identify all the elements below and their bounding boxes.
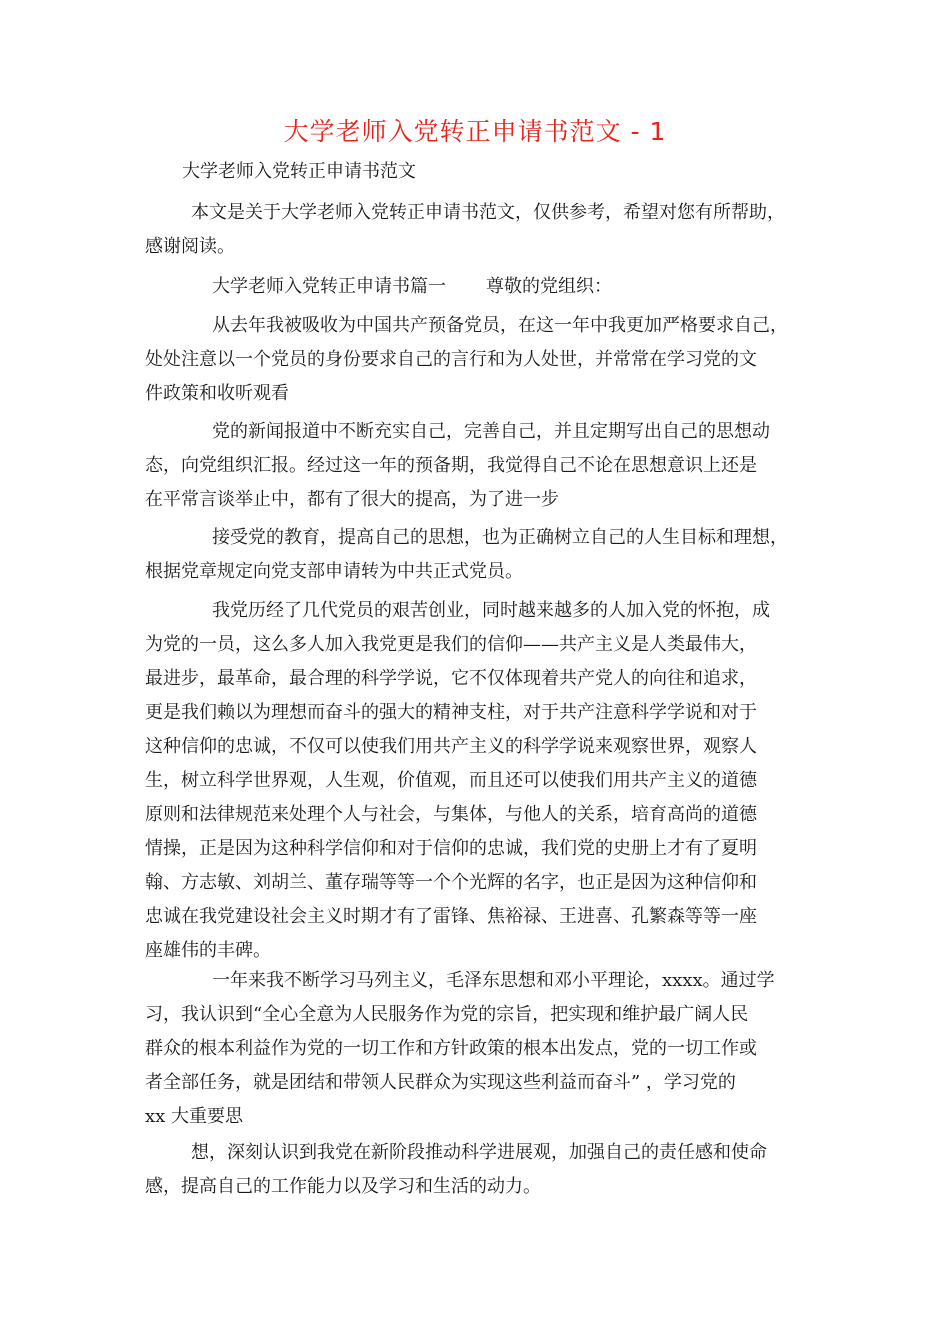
section-heading-row	[212, 270, 882, 304]
paragraph-line: 翰、方志敏、刘胡兰、董存瑞等等一个个光辉的名字，也正是因为这种信仰和	[145, 872, 757, 893]
paragraph-line: 座雄伟的丰碑。	[145, 940, 271, 961]
paragraph-line: xx 大重要思	[145, 1106, 244, 1127]
paragraph-line: 一年来我不断学习马列主义，毛泽东思想和邓小平理论，xxxx。通过学	[212, 970, 775, 991]
paragraph-line: 最进步，最革命，最合理的科学学说，它不仅体现着共产党人的向往和追求，	[145, 668, 757, 689]
subtitle-text: 大学老师入党转正申请书范文	[182, 161, 416, 182]
paragraph-line: 原则和法律规范来处理个人与社会，与集体，与他人的关系，培育高尚的道德	[145, 804, 757, 825]
paragraph-2	[145, 415, 815, 517]
paragraph-line: 从去年我被吸收为中国共产预备党员，在这一年中我更加严格要求自己，	[212, 315, 788, 336]
paragraph-3	[145, 521, 815, 589]
salutation: 尊敬的党组织：	[486, 276, 612, 297]
intro-line-1: 本文是关于大学老师入党转正申请书范文，仅供参考，希望对您有所帮助，	[191, 202, 785, 223]
paragraph-line: 为党的一员，这么多人加入我党更是我们的信仰——共产主义是人类最伟大，	[145, 634, 757, 655]
intro-line-2: 感谢阅读。	[145, 236, 235, 257]
paragraph-line: 态，向党组织汇报。经过这一年的预备期，我觉得自己不论在思想意识上还是	[145, 455, 757, 476]
paragraph-line: 忠诚在我党建设社会主义时期才有了雷锋、焦裕禄、王进喜、孔繁森等等一座	[145, 906, 757, 927]
section-heading: 大学老师入党转正申请书篇一	[212, 276, 446, 297]
paragraph-4	[145, 594, 815, 968]
paragraph-line: 党的新闻报道中不断充实自己，完善自己，并且定期写出自己的思想动	[212, 421, 770, 442]
paragraph-line: 处处注意以一个党员的身份要求自己的言行和为人处世，并常常在学习党的文	[145, 349, 757, 370]
paragraph-line: 这种信仰的忠诚，不仅可以使我们用共产主义的科学学说来观察世界，观察人	[145, 736, 757, 757]
paragraph-line: 感，提高自己的工作能力以及学习和生活的动力。	[145, 1176, 541, 1197]
paragraph-1	[145, 309, 815, 411]
document-subtitle	[182, 155, 852, 189]
paragraph-line: 群众的根本利益作为党的一切工作和方针政策的根本出发点，党的一切工作或	[145, 1038, 757, 1059]
paragraph-line: 根据党章规定向党支部申请转为中共正式党员。	[145, 561, 523, 582]
document-title: 大学老师入党转正申请书范文 - 1	[283, 117, 667, 146]
paragraph-line: 更是我们赖以为理想而奋斗的强大的精神支柱，对于共产注意科学学说和对于	[145, 702, 757, 723]
intro-paragraph	[145, 196, 815, 264]
paragraph-line: 我党历经了几代党员的艰苦创业，同时越来越多的人加入党的怀抱，成	[212, 600, 770, 621]
paragraph-5	[145, 964, 815, 1134]
paragraph-6	[145, 1136, 815, 1204]
paragraph-line: 生，树立科学世界观，人生观，价值观，而且还可以使我们用共产主义的道德	[145, 770, 757, 791]
paragraph-line: 接受党的教育，提高自己的思想，也为正确树立自己的人生目标和理想，	[212, 527, 788, 548]
paragraph-line: 者全部任务，就是团结和带领人民群众为实现这些利益而奋斗” ，学习党的	[145, 1072, 736, 1093]
paragraph-line: 在平常言谈举止中，都有了很大的提高，为了进一步	[145, 489, 559, 510]
paragraph-line: 情操，正是因为这种科学信仰和对于信仰的忠诚，我们党的史册上才有了夏明	[145, 838, 757, 859]
paragraph-line: 想，深刻认识到我党在新阶段推动科学进展观，加强自己的责任感和使命	[191, 1142, 767, 1163]
paragraph-line: 习，我认识到“全心全意为人民服务作为党的宗旨，把实现和维护最广阔人民	[145, 1004, 749, 1025]
paragraph-line: 件政策和收听观看	[145, 383, 289, 404]
